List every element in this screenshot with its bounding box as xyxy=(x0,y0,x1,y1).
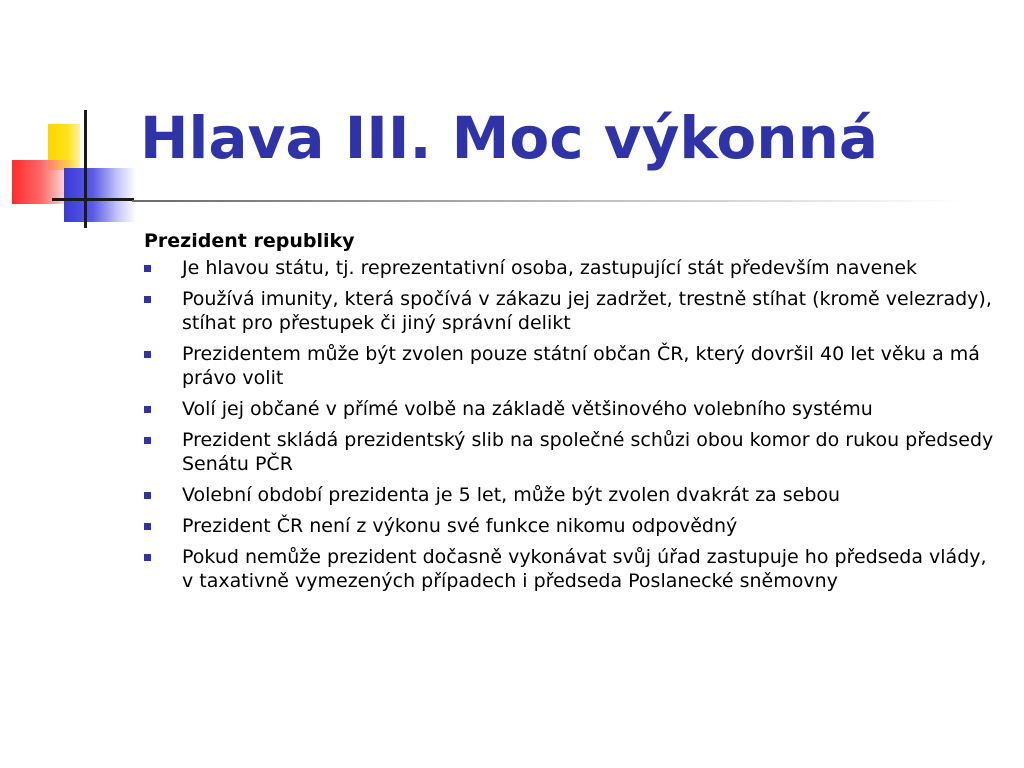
bullet-item xyxy=(144,514,994,538)
square-bullet-icon xyxy=(144,554,151,561)
section-heading: Prezident republiky xyxy=(144,230,355,252)
title-divider xyxy=(132,200,962,202)
slide-title: Hlava III. Moc výkonná xyxy=(140,104,878,172)
bullet-item xyxy=(144,397,994,421)
bullet-text: Prezidentem může být zvolen pouze státní občan ČR, který dovršil 40 let věku a má právo volit xyxy=(182,343,980,389)
bullet-item xyxy=(144,428,994,476)
logo-blue-square xyxy=(64,168,136,222)
square-bullet-icon xyxy=(144,406,151,413)
bullet-item xyxy=(144,545,994,593)
bullet-item xyxy=(144,342,994,390)
logo-vertical-line xyxy=(84,110,87,228)
bullet-item xyxy=(144,483,994,507)
slide-content xyxy=(144,228,994,600)
logo-horizontal-line xyxy=(52,198,134,201)
square-bullet-icon xyxy=(144,492,151,499)
square-bullet-icon xyxy=(144,265,151,272)
bullet-item xyxy=(144,287,994,335)
bullet-text: Je hlavou státu, tj. reprezentativní osoba, zastupující stát především navenek xyxy=(182,257,918,279)
bullet-text: Volí jej občané v přímé volbě na základě většinového volebního systému xyxy=(182,398,873,420)
bullet-text: Používá imunity, která spočívá v zákazu jej zadržet, trestně stíhat (kromě velezrady), stíhat pro přestupek či jiný správní delikt xyxy=(182,288,992,334)
bullet-text: Pokud nemůže prezident dočasně vykonávat svůj úřad zastupuje ho předseda vlády, v taxativně vymezených případech i předseda Poslanecké sněmovny xyxy=(182,546,987,592)
square-bullet-icon xyxy=(144,437,151,444)
square-bullet-icon xyxy=(144,523,151,530)
square-bullet-icon xyxy=(144,351,151,358)
bullet-text: Prezident ČR není z výkonu své funkce nikomu odpovědný xyxy=(182,515,738,537)
bullet-text: Prezident skládá prezidentský slib na společné schůzi obou komor do rukou předsedy Senátu PČR xyxy=(182,429,994,475)
bullet-item xyxy=(144,256,994,280)
bullet-list xyxy=(144,256,994,593)
square-bullet-icon xyxy=(144,296,151,303)
bullet-text: Volební období prezidenta je 5 let, může být zvolen dvakrát za sebou xyxy=(182,484,841,506)
